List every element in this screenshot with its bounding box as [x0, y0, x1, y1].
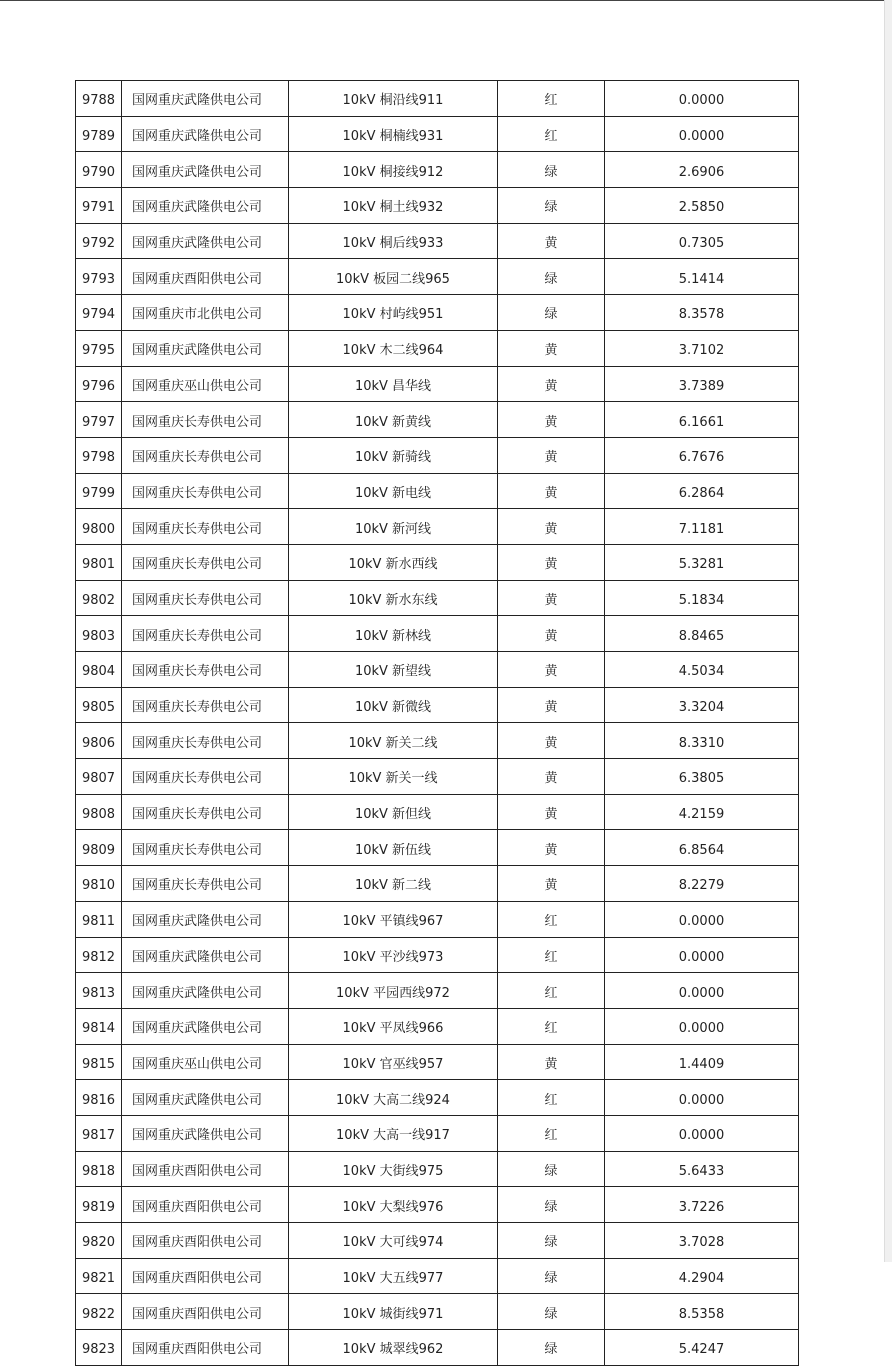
- company-name-cell: 国网重庆酉阳供电公司: [122, 259, 289, 295]
- value-cell: 8.5358: [605, 1294, 799, 1330]
- status-color-cell: 绿: [498, 1294, 605, 1330]
- status-color-cell: 红: [498, 1080, 605, 1116]
- row-number-cell: 9799: [76, 473, 122, 509]
- table-row: [76, 152, 799, 188]
- row-number-cell: 9797: [76, 402, 122, 438]
- line-name-cell: 10kV 村屿线951: [289, 295, 498, 331]
- table-row: [76, 81, 799, 117]
- value-cell: 8.2279: [605, 866, 799, 902]
- table-row: [76, 1223, 799, 1259]
- status-color-cell: 黄: [498, 544, 605, 580]
- status-color-cell: 黄: [498, 652, 605, 688]
- table-row: [76, 295, 799, 331]
- line-name-cell: 10kV 新微线: [289, 687, 498, 723]
- value-cell: 2.6906: [605, 152, 799, 188]
- company-name-cell: 国网重庆武隆供电公司: [122, 1080, 289, 1116]
- table-row: [76, 1008, 799, 1044]
- row-number-cell: 9788: [76, 81, 122, 117]
- status-color-cell: 红: [498, 901, 605, 937]
- row-number-cell: 9812: [76, 937, 122, 973]
- company-name-cell: 国网重庆酉阳供电公司: [122, 1258, 289, 1294]
- company-name-cell: 国网重庆长寿供电公司: [122, 509, 289, 545]
- line-name-cell: 10kV 平凤线966: [289, 1008, 498, 1044]
- company-name-cell: 国网重庆长寿供电公司: [122, 437, 289, 473]
- value-cell: 0.0000: [605, 1008, 799, 1044]
- line-name-cell: 10kV 官巫线957: [289, 1044, 498, 1080]
- line-name-cell: 10kV 城街线971: [289, 1294, 498, 1330]
- value-cell: 5.4247: [605, 1330, 799, 1366]
- line-name-cell: 10kV 大高二线924: [289, 1080, 498, 1116]
- status-color-cell: 黄: [498, 437, 605, 473]
- company-name-cell: 国网重庆长寿供电公司: [122, 652, 289, 688]
- row-number-cell: 9800: [76, 509, 122, 545]
- status-color-cell: 黄: [498, 830, 605, 866]
- status-color-cell: 绿: [498, 1223, 605, 1259]
- company-name-cell: 国网重庆武隆供电公司: [122, 1008, 289, 1044]
- table-row: [76, 580, 799, 616]
- line-name-cell: 10kV 昌华线: [289, 366, 498, 402]
- line-name-cell: 10kV 新水西线: [289, 544, 498, 580]
- table-row: [76, 402, 799, 438]
- status-color-cell: 绿: [498, 1330, 605, 1366]
- company-name-cell: 国网重庆武隆供电公司: [122, 188, 289, 224]
- status-color-cell: 红: [498, 1115, 605, 1151]
- table-row: [76, 1115, 799, 1151]
- row-number-cell: 9803: [76, 616, 122, 652]
- row-number-cell: 9806: [76, 723, 122, 759]
- status-color-cell: 黄: [498, 866, 605, 902]
- row-number-cell: 9801: [76, 544, 122, 580]
- company-name-cell: 国网重庆武隆供电公司: [122, 901, 289, 937]
- table-row: [76, 794, 799, 830]
- row-number-cell: 9794: [76, 295, 122, 331]
- value-cell: 6.7676: [605, 437, 799, 473]
- row-number-cell: 9819: [76, 1187, 122, 1223]
- status-color-cell: 红: [498, 116, 605, 152]
- line-name-cell: 10kV 平沙线973: [289, 937, 498, 973]
- status-color-cell: 黄: [498, 330, 605, 366]
- status-color-cell: 红: [498, 973, 605, 1009]
- line-name-cell: 10kV 新林线: [289, 616, 498, 652]
- value-cell: 0.0000: [605, 1115, 799, 1151]
- table-row: [76, 1044, 799, 1080]
- line-name-cell: 10kV 新黄线: [289, 402, 498, 438]
- table-row: [76, 723, 799, 759]
- company-name-cell: 国网重庆巫山供电公司: [122, 1044, 289, 1080]
- row-number-cell: 9821: [76, 1258, 122, 1294]
- value-cell: 6.2864: [605, 473, 799, 509]
- company-name-cell: 国网重庆长寿供电公司: [122, 723, 289, 759]
- value-cell: 8.3578: [605, 295, 799, 331]
- value-cell: 6.3805: [605, 759, 799, 795]
- value-cell: 0.0000: [605, 1080, 799, 1116]
- table-row: [76, 901, 799, 937]
- status-color-cell: 黄: [498, 580, 605, 616]
- line-name-cell: 10kV 平镇线967: [289, 901, 498, 937]
- value-cell: 3.7389: [605, 366, 799, 402]
- company-name-cell: 国网重庆长寿供电公司: [122, 473, 289, 509]
- value-cell: 3.3204: [605, 687, 799, 723]
- status-color-cell: 黄: [498, 616, 605, 652]
- line-name-cell: 10kV 大高一线917: [289, 1115, 498, 1151]
- company-name-cell: 国网重庆酉阳供电公司: [122, 1330, 289, 1366]
- table-row: [76, 866, 799, 902]
- row-number-cell: 9815: [76, 1044, 122, 1080]
- status-color-cell: 红: [498, 937, 605, 973]
- status-color-cell: 黄: [498, 723, 605, 759]
- company-name-cell: 国网重庆武隆供电公司: [122, 1115, 289, 1151]
- value-cell: 0.7305: [605, 223, 799, 259]
- table-row: [76, 188, 799, 224]
- company-name-cell: 国网重庆长寿供电公司: [122, 544, 289, 580]
- status-color-cell: 红: [498, 1008, 605, 1044]
- line-name-cell: 10kV 新河线: [289, 509, 498, 545]
- status-color-cell: 黄: [498, 687, 605, 723]
- company-name-cell: 国网重庆武隆供电公司: [122, 223, 289, 259]
- value-cell: 0.0000: [605, 937, 799, 973]
- value-cell: 5.1834: [605, 580, 799, 616]
- table-row: [76, 116, 799, 152]
- status-color-cell: 绿: [498, 1151, 605, 1187]
- line-name-cell: 10kV 新伍线: [289, 830, 498, 866]
- row-number-cell: 9790: [76, 152, 122, 188]
- line-name-cell: 10kV 平园西线972: [289, 973, 498, 1009]
- line-name-cell: 10kV 桐后线933: [289, 223, 498, 259]
- company-name-cell: 国网重庆长寿供电公司: [122, 687, 289, 723]
- company-name-cell: 国网重庆武隆供电公司: [122, 937, 289, 973]
- row-number-cell: 9823: [76, 1330, 122, 1366]
- value-cell: 5.6433: [605, 1151, 799, 1187]
- table-row: [76, 330, 799, 366]
- table-row: [76, 830, 799, 866]
- value-cell: 4.5034: [605, 652, 799, 688]
- company-name-cell: 国网重庆长寿供电公司: [122, 759, 289, 795]
- row-number-cell: 9802: [76, 580, 122, 616]
- row-number-cell: 9817: [76, 1115, 122, 1151]
- value-cell: 5.3281: [605, 544, 799, 580]
- table-row: [76, 437, 799, 473]
- row-number-cell: 9796: [76, 366, 122, 402]
- page-top-border: [0, 0, 892, 1]
- line-name-cell: 10kV 大可线974: [289, 1223, 498, 1259]
- table-row: [76, 223, 799, 259]
- company-name-cell: 国网重庆市北供电公司: [122, 295, 289, 331]
- table-row: [76, 1330, 799, 1366]
- row-number-cell: 9789: [76, 116, 122, 152]
- status-color-cell: 绿: [498, 1258, 605, 1294]
- line-name-cell: 10kV 板园二线965: [289, 259, 498, 295]
- company-name-cell: 国网重庆武隆供电公司: [122, 973, 289, 1009]
- data-table: [75, 80, 799, 1366]
- table-body: [76, 81, 799, 1366]
- value-cell: 8.8465: [605, 616, 799, 652]
- table-row: [76, 259, 799, 295]
- row-number-cell: 9813: [76, 973, 122, 1009]
- table-row: [76, 1151, 799, 1187]
- status-color-cell: 黄: [498, 794, 605, 830]
- status-color-cell: 绿: [498, 295, 605, 331]
- status-color-cell: 绿: [498, 152, 605, 188]
- row-number-cell: 9807: [76, 759, 122, 795]
- row-number-cell: 9792: [76, 223, 122, 259]
- table-row: [76, 366, 799, 402]
- row-number-cell: 9809: [76, 830, 122, 866]
- line-name-cell: 10kV 新水东线: [289, 580, 498, 616]
- row-number-cell: 9811: [76, 901, 122, 937]
- status-color-cell: 黄: [498, 1044, 605, 1080]
- value-cell: 4.2159: [605, 794, 799, 830]
- company-name-cell: 国网重庆酉阳供电公司: [122, 1294, 289, 1330]
- table-row: [76, 652, 799, 688]
- value-cell: 3.7102: [605, 330, 799, 366]
- row-number-cell: 9816: [76, 1080, 122, 1116]
- company-name-cell: 国网重庆长寿供电公司: [122, 402, 289, 438]
- table-row: [76, 1080, 799, 1116]
- row-number-cell: 9820: [76, 1223, 122, 1259]
- status-color-cell: 黄: [498, 223, 605, 259]
- value-cell: 0.0000: [605, 973, 799, 1009]
- row-number-cell: 9791: [76, 188, 122, 224]
- value-cell: 7.1181: [605, 509, 799, 545]
- status-color-cell: 黄: [498, 402, 605, 438]
- row-number-cell: 9793: [76, 259, 122, 295]
- line-name-cell: 10kV 桐楠线931: [289, 116, 498, 152]
- table-row: [76, 1258, 799, 1294]
- value-cell: 3.7028: [605, 1223, 799, 1259]
- page-right-edge: [884, 0, 892, 1262]
- table-row: [76, 1187, 799, 1223]
- row-number-cell: 9798: [76, 437, 122, 473]
- status-color-cell: 黄: [498, 473, 605, 509]
- company-name-cell: 国网重庆长寿供电公司: [122, 830, 289, 866]
- line-name-cell: 10kV 新但线: [289, 794, 498, 830]
- table-row: [76, 473, 799, 509]
- value-cell: 8.3310: [605, 723, 799, 759]
- value-cell: 5.1414: [605, 259, 799, 295]
- value-cell: 6.1661: [605, 402, 799, 438]
- line-name-cell: 10kV 新二线: [289, 866, 498, 902]
- company-name-cell: 国网重庆长寿供电公司: [122, 794, 289, 830]
- company-name-cell: 国网重庆长寿供电公司: [122, 580, 289, 616]
- company-name-cell: 国网重庆武隆供电公司: [122, 330, 289, 366]
- table-row: [76, 544, 799, 580]
- status-color-cell: 黄: [498, 509, 605, 545]
- row-number-cell: 9805: [76, 687, 122, 723]
- row-number-cell: 9814: [76, 1008, 122, 1044]
- line-name-cell: 10kV 新关二线: [289, 723, 498, 759]
- row-number-cell: 9810: [76, 866, 122, 902]
- status-color-cell: 绿: [498, 188, 605, 224]
- company-name-cell: 国网重庆酉阳供电公司: [122, 1223, 289, 1259]
- table-row: [76, 1294, 799, 1330]
- value-cell: 2.5850: [605, 188, 799, 224]
- status-color-cell: 绿: [498, 259, 605, 295]
- line-name-cell: 10kV 城翠线962: [289, 1330, 498, 1366]
- status-color-cell: 红: [498, 81, 605, 117]
- value-cell: 0.0000: [605, 116, 799, 152]
- line-name-cell: 10kV 新关一线: [289, 759, 498, 795]
- status-color-cell: 绿: [498, 1187, 605, 1223]
- line-name-cell: 10kV 新望线: [289, 652, 498, 688]
- company-name-cell: 国网重庆酉阳供电公司: [122, 1151, 289, 1187]
- company-name-cell: 国网重庆酉阳供电公司: [122, 1187, 289, 1223]
- company-name-cell: 国网重庆巫山供电公司: [122, 366, 289, 402]
- value-cell: 4.2904: [605, 1258, 799, 1294]
- table-row: [76, 973, 799, 1009]
- status-color-cell: 黄: [498, 759, 605, 795]
- status-color-cell: 黄: [498, 366, 605, 402]
- line-name-cell: 10kV 大梨线976: [289, 1187, 498, 1223]
- table-row: [76, 616, 799, 652]
- value-cell: 0.0000: [605, 901, 799, 937]
- row-number-cell: 9818: [76, 1151, 122, 1187]
- row-number-cell: 9822: [76, 1294, 122, 1330]
- table-row: [76, 759, 799, 795]
- company-name-cell: 国网重庆长寿供电公司: [122, 616, 289, 652]
- value-cell: 0.0000: [605, 81, 799, 117]
- line-name-cell: 10kV 新骑线: [289, 437, 498, 473]
- line-name-cell: 10kV 新电线: [289, 473, 498, 509]
- table-row: [76, 687, 799, 723]
- table-row: [76, 509, 799, 545]
- table-row: [76, 937, 799, 973]
- line-name-cell: 10kV 木二线964: [289, 330, 498, 366]
- company-name-cell: 国网重庆武隆供电公司: [122, 116, 289, 152]
- value-cell: 3.7226: [605, 1187, 799, 1223]
- line-name-cell: 10kV 桐接线912: [289, 152, 498, 188]
- line-name-cell: 10kV 桐土线932: [289, 188, 498, 224]
- row-number-cell: 9795: [76, 330, 122, 366]
- company-name-cell: 国网重庆武隆供电公司: [122, 152, 289, 188]
- value-cell: 1.4409: [605, 1044, 799, 1080]
- row-number-cell: 9808: [76, 794, 122, 830]
- value-cell: 6.8564: [605, 830, 799, 866]
- row-number-cell: 9804: [76, 652, 122, 688]
- company-name-cell: 国网重庆长寿供电公司: [122, 866, 289, 902]
- line-name-cell: 10kV 桐沿线911: [289, 81, 498, 117]
- company-name-cell: 国网重庆武隆供电公司: [122, 81, 289, 117]
- line-name-cell: 10kV 大街线975: [289, 1151, 498, 1187]
- line-name-cell: 10kV 大五线977: [289, 1258, 498, 1294]
